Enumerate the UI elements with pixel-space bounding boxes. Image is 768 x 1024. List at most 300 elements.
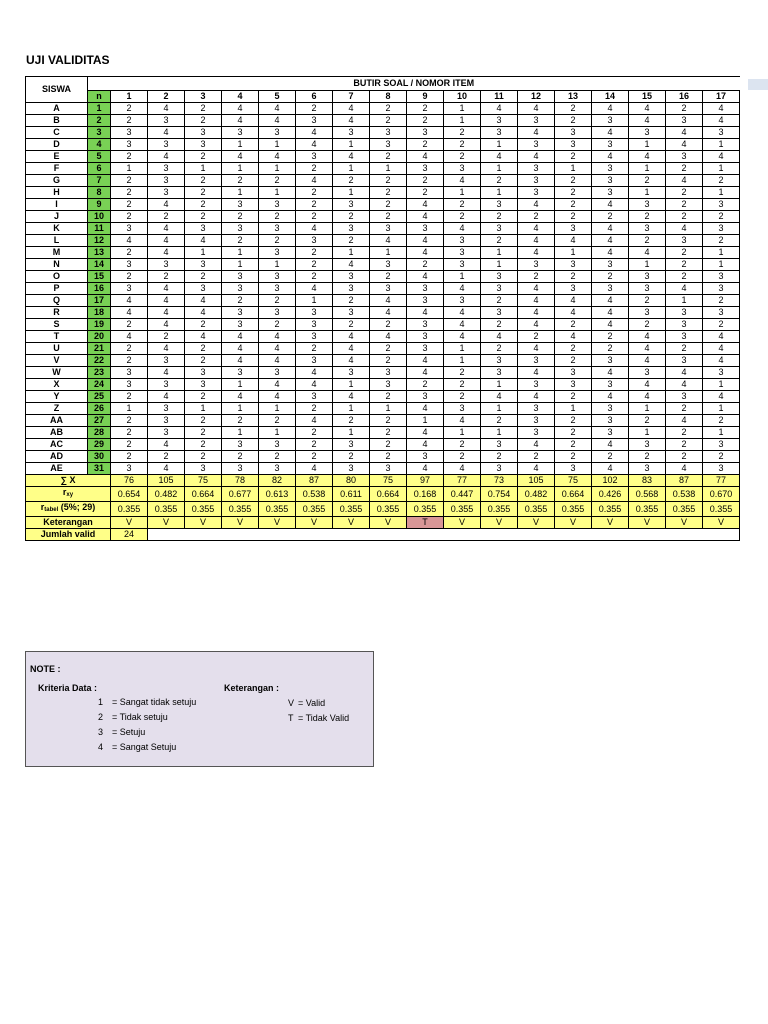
table-row (26, 415, 740, 427)
score-cell: 3 (296, 355, 333, 367)
student-name: M (26, 247, 88, 259)
score-cell: 1 (333, 187, 370, 199)
score-cell: 4 (592, 235, 629, 247)
sum-row-value: 97 (407, 475, 444, 487)
score-cell: 3 (518, 163, 555, 175)
score-cell: 3 (259, 367, 296, 379)
score-cell: 3 (703, 463, 740, 475)
student-name: N (26, 259, 88, 271)
score-cell: 3 (333, 271, 370, 283)
score-cell: 4 (518, 319, 555, 331)
student-name: W (26, 367, 88, 379)
score-cell: 4 (666, 367, 703, 379)
rtabel-row-value: 0.355 (666, 502, 703, 517)
score-cell: 2 (444, 211, 481, 223)
score-cell: 3 (703, 271, 740, 283)
student-number: 26 (88, 403, 111, 415)
score-cell: 1 (259, 139, 296, 151)
score-cell: 2 (666, 259, 703, 271)
score-cell: 4 (148, 367, 185, 379)
score-cell: 3 (703, 439, 740, 451)
score-cell: 3 (333, 127, 370, 139)
student-number: 1 (88, 103, 111, 115)
student-name: D (26, 139, 88, 151)
score-cell: 4 (407, 235, 444, 247)
score-cell: 4 (666, 463, 703, 475)
score-cell: 2 (222, 235, 259, 247)
score-cell: 4 (444, 175, 481, 187)
header-item-17: 17 (703, 91, 740, 103)
kriteria-text-3: = Setuju (112, 727, 146, 737)
score-cell: 2 (481, 343, 518, 355)
score-cell: 3 (518, 403, 555, 415)
score-cell: 3 (407, 295, 444, 307)
score-cell: 4 (518, 439, 555, 451)
score-cell: 2 (555, 175, 592, 187)
score-cell: 4 (629, 391, 666, 403)
score-cell: 2 (185, 427, 222, 439)
score-cell: 4 (629, 355, 666, 367)
table-row (26, 235, 740, 247)
score-cell: 3 (222, 439, 259, 451)
score-cell: 2 (111, 355, 148, 367)
score-cell: 3 (259, 223, 296, 235)
score-cell: 4 (111, 235, 148, 247)
score-cell: 3 (185, 139, 222, 151)
score-cell: 1 (444, 187, 481, 199)
kriteria-text-4: = Sangat Setuju (112, 742, 177, 752)
score-cell: 4 (148, 343, 185, 355)
score-cell: 2 (629, 319, 666, 331)
score-cell: 2 (333, 451, 370, 463)
score-cell: 1 (481, 163, 518, 175)
rtabel-row-value: 0.355 (296, 502, 333, 517)
score-cell: 2 (481, 211, 518, 223)
score-cell: 2 (296, 163, 333, 175)
score-cell: 2 (185, 343, 222, 355)
score-cell: 2 (703, 415, 740, 427)
score-cell: 2 (333, 235, 370, 247)
score-cell: 1 (703, 427, 740, 439)
score-cell: 3 (259, 247, 296, 259)
score-cell: 3 (407, 319, 444, 331)
score-cell: 2 (444, 139, 481, 151)
rxy-row-value: 0.168 (407, 487, 444, 502)
keterangan-row-value: V (370, 517, 407, 529)
rxy-row-value: 0.611 (333, 487, 370, 502)
score-cell: 3 (666, 319, 703, 331)
score-cell: 3 (481, 367, 518, 379)
score-cell: 4 (444, 331, 481, 343)
score-cell: 4 (518, 391, 555, 403)
score-cell: 2 (296, 271, 333, 283)
score-cell: 1 (333, 163, 370, 175)
header-item-1: 1 (111, 91, 148, 103)
score-cell: 3 (481, 115, 518, 127)
score-cell: 3 (666, 331, 703, 343)
student-name: AC (26, 439, 88, 451)
rxy-row-value: 0.447 (444, 487, 481, 502)
score-cell: 4 (703, 331, 740, 343)
rtabel-row (26, 502, 740, 517)
score-cell: 2 (592, 271, 629, 283)
score-cell: 3 (222, 367, 259, 379)
score-cell: 2 (555, 451, 592, 463)
score-cell: 4 (148, 103, 185, 115)
student-name: AA (26, 415, 88, 427)
score-cell: 2 (222, 295, 259, 307)
score-cell: 4 (592, 463, 629, 475)
student-number: 15 (88, 271, 111, 283)
score-cell: 3 (148, 415, 185, 427)
score-cell: 4 (296, 463, 333, 475)
jumlah-valid-label: Jumlah valid (26, 529, 111, 541)
score-cell: 2 (296, 451, 333, 463)
keterangan-row-value: V (111, 517, 148, 529)
keterangan-row-value: V (666, 517, 703, 529)
score-cell: 2 (370, 103, 407, 115)
note-box (25, 651, 374, 767)
score-cell: 3 (148, 139, 185, 151)
score-cell: 1 (481, 139, 518, 151)
score-cell: 4 (222, 391, 259, 403)
score-cell: 2 (666, 451, 703, 463)
score-cell: 3 (333, 307, 370, 319)
student-number: 10 (88, 211, 111, 223)
score-cell: 2 (666, 211, 703, 223)
score-cell: 2 (333, 415, 370, 427)
score-cell: 3 (666, 235, 703, 247)
student-number: 18 (88, 307, 111, 319)
score-cell: 3 (296, 331, 333, 343)
table-row (26, 151, 740, 163)
score-cell: 3 (629, 223, 666, 235)
student-name: AE (26, 463, 88, 475)
score-cell: 3 (481, 127, 518, 139)
score-cell: 1 (222, 379, 259, 391)
score-cell: 4 (703, 103, 740, 115)
score-cell: 2 (185, 415, 222, 427)
score-cell: 2 (296, 187, 333, 199)
sum-row (26, 475, 740, 487)
score-cell: 1 (703, 139, 740, 151)
score-cell: 1 (407, 415, 444, 427)
score-cell: 4 (370, 235, 407, 247)
score-cell: 2 (185, 451, 222, 463)
score-cell: 4 (407, 271, 444, 283)
rxy-row (26, 487, 740, 502)
score-cell: 2 (629, 175, 666, 187)
score-cell: 1 (185, 247, 222, 259)
score-cell: 2 (666, 343, 703, 355)
score-cell: 4 (407, 247, 444, 259)
header-item-10: 10 (444, 91, 481, 103)
score-cell: 2 (703, 295, 740, 307)
sum-row-value: 75 (370, 475, 407, 487)
score-cell: 4 (296, 415, 333, 427)
rtabel-row-value: 0.355 (148, 502, 185, 517)
score-cell: 3 (259, 199, 296, 211)
score-cell: 3 (185, 223, 222, 235)
score-cell: 4 (148, 151, 185, 163)
student-number: 31 (88, 463, 111, 475)
score-cell: 3 (703, 367, 740, 379)
rtabel-row-value: 0.355 (444, 502, 481, 517)
score-cell: 4 (518, 127, 555, 139)
score-cell: 2 (222, 415, 259, 427)
score-cell: 3 (370, 259, 407, 271)
student-name: I (26, 199, 88, 211)
score-cell: 4 (407, 355, 444, 367)
score-cell: 1 (444, 115, 481, 127)
score-cell: 4 (222, 331, 259, 343)
keterangan-row-value: V (296, 517, 333, 529)
score-cell: 2 (111, 391, 148, 403)
score-cell: 3 (407, 451, 444, 463)
score-cell: 3 (333, 439, 370, 451)
header-fill-overflow (748, 79, 768, 90)
table-row (26, 283, 740, 295)
score-cell: 3 (333, 199, 370, 211)
score-cell: 3 (666, 115, 703, 127)
student-name: X (26, 379, 88, 391)
score-cell: 2 (444, 379, 481, 391)
student-name: T (26, 331, 88, 343)
table-row (26, 139, 740, 151)
score-cell: 3 (111, 139, 148, 151)
student-name: P (26, 283, 88, 295)
score-cell: 3 (259, 271, 296, 283)
score-cell: 2 (370, 439, 407, 451)
sum-row-value: 105 (148, 475, 185, 487)
score-cell: 1 (370, 247, 407, 259)
score-cell: 3 (592, 379, 629, 391)
kriteria-title: Kriteria Data : (38, 683, 98, 693)
score-cell: 4 (333, 331, 370, 343)
student-number: 14 (88, 259, 111, 271)
score-cell: 2 (370, 427, 407, 439)
score-cell: 2 (259, 451, 296, 463)
score-cell: 3 (222, 127, 259, 139)
score-cell: 4 (666, 223, 703, 235)
score-cell: 1 (481, 247, 518, 259)
score-cell: 3 (555, 139, 592, 151)
score-cell: 2 (111, 415, 148, 427)
score-cell: 4 (148, 247, 185, 259)
score-cell: 1 (222, 187, 259, 199)
score-cell: 4 (444, 307, 481, 319)
score-cell: 3 (629, 367, 666, 379)
sum-row-label: ∑ X (26, 475, 111, 487)
score-cell: 2 (296, 427, 333, 439)
table-row (26, 451, 740, 463)
score-cell: 3 (592, 403, 629, 415)
score-cell: 3 (407, 331, 444, 343)
rtabel-subscript: tabel (44, 507, 59, 513)
score-cell: 4 (518, 307, 555, 319)
student-name: E (26, 151, 88, 163)
header-siswa: SISWA (26, 77, 88, 103)
score-cell: 2 (259, 175, 296, 187)
student-number: 2 (88, 115, 111, 127)
student-number: 30 (88, 451, 111, 463)
rxy-row-value: 0.670 (703, 487, 740, 502)
score-cell: 3 (703, 127, 740, 139)
sum-row-value: 102 (592, 475, 629, 487)
score-cell: 2 (259, 295, 296, 307)
score-cell: 4 (259, 151, 296, 163)
score-cell: 4 (148, 235, 185, 247)
kriteria-num-2: 2 (98, 712, 104, 722)
score-cell: 4 (185, 235, 222, 247)
score-cell: 4 (629, 379, 666, 391)
score-cell: 1 (370, 403, 407, 415)
score-cell: 4 (518, 247, 555, 259)
score-cell: 4 (629, 115, 666, 127)
header-item-5: 5 (259, 91, 296, 103)
score-cell: 4 (703, 343, 740, 355)
score-cell: 2 (666, 199, 703, 211)
score-cell: 3 (296, 391, 333, 403)
score-cell: 2 (259, 319, 296, 331)
header-item-8: 8 (370, 91, 407, 103)
score-cell: 3 (592, 283, 629, 295)
score-cell: 3 (222, 223, 259, 235)
score-cell: 1 (333, 427, 370, 439)
score-cell: 4 (629, 331, 666, 343)
score-cell: 1 (703, 403, 740, 415)
score-cell: 4 (407, 151, 444, 163)
student-number: 19 (88, 319, 111, 331)
score-cell: 1 (333, 247, 370, 259)
score-cell: 1 (703, 187, 740, 199)
score-cell: 2 (481, 295, 518, 307)
score-cell: 2 (481, 175, 518, 187)
score-cell: 4 (185, 295, 222, 307)
score-cell: 2 (666, 187, 703, 199)
score-cell: 3 (629, 307, 666, 319)
score-cell: 4 (148, 199, 185, 211)
score-cell: 2 (185, 391, 222, 403)
score-cell: 4 (555, 307, 592, 319)
score-cell: 3 (592, 163, 629, 175)
score-cell: 3 (296, 151, 333, 163)
score-cell: 3 (111, 367, 148, 379)
score-cell: 3 (703, 307, 740, 319)
score-cell: 2 (407, 259, 444, 271)
score-cell: 3 (407, 163, 444, 175)
score-cell: 2 (185, 115, 222, 127)
score-cell: 2 (370, 151, 407, 163)
header-item-6: 6 (296, 91, 333, 103)
rxy-row-value: 0.482 (148, 487, 185, 502)
score-cell: 2 (259, 235, 296, 247)
score-cell: 4 (370, 331, 407, 343)
table-row (26, 211, 740, 223)
score-cell: 2 (222, 211, 259, 223)
score-cell: 3 (148, 187, 185, 199)
student-name: C (26, 127, 88, 139)
score-cell: 2 (703, 175, 740, 187)
score-cell: 3 (148, 427, 185, 439)
score-cell: 2 (111, 427, 148, 439)
score-cell: 3 (555, 127, 592, 139)
header-butir: BUTIR SOAL / NOMOR ITEM (88, 77, 740, 91)
student-name: S (26, 319, 88, 331)
score-cell: 4 (148, 307, 185, 319)
score-cell: 2 (555, 427, 592, 439)
score-cell: 2 (481, 235, 518, 247)
keterangan-row-value: V (703, 517, 740, 529)
score-cell: 3 (333, 283, 370, 295)
score-cell: 4 (592, 391, 629, 403)
score-cell: 3 (555, 223, 592, 235)
score-cell: 3 (555, 463, 592, 475)
score-cell: 2 (370, 175, 407, 187)
rtabel-row-value: 0.355 (333, 502, 370, 517)
score-cell: 4 (555, 235, 592, 247)
score-cell: 3 (666, 355, 703, 367)
score-cell: 2 (444, 151, 481, 163)
score-cell: 3 (370, 283, 407, 295)
score-cell: 2 (111, 247, 148, 259)
table-row (26, 379, 740, 391)
score-cell: 4 (518, 295, 555, 307)
rtabel-row-value: 0.355 (370, 502, 407, 517)
score-cell: 2 (592, 451, 629, 463)
table-row (26, 163, 740, 175)
score-cell: 2 (333, 211, 370, 223)
score-cell: 3 (111, 223, 148, 235)
rxy-row-value: 0.482 (518, 487, 555, 502)
score-cell: 2 (296, 403, 333, 415)
table-row (26, 259, 740, 271)
score-cell: 2 (111, 199, 148, 211)
score-cell: 3 (518, 175, 555, 187)
score-cell: 2 (333, 175, 370, 187)
score-cell: 4 (259, 103, 296, 115)
score-cell: 1 (333, 379, 370, 391)
score-cell: 2 (666, 427, 703, 439)
score-cell: 3 (481, 199, 518, 211)
sum-row-value: 105 (518, 475, 555, 487)
score-cell: 1 (222, 247, 259, 259)
score-cell: 1 (481, 427, 518, 439)
score-cell: 2 (259, 415, 296, 427)
score-cell: 4 (296, 127, 333, 139)
score-cell: 2 (111, 439, 148, 451)
score-cell: 3 (370, 223, 407, 235)
rtabel-row-value: 0.355 (592, 502, 629, 517)
score-cell: 1 (444, 355, 481, 367)
score-cell: 4 (259, 343, 296, 355)
score-cell: 3 (555, 379, 592, 391)
score-cell: 3 (259, 463, 296, 475)
score-cell: 4 (370, 295, 407, 307)
rtabel-row-value: 0.355 (518, 502, 555, 517)
student-name: L (26, 235, 88, 247)
score-cell: 3 (148, 355, 185, 367)
score-cell: 3 (222, 199, 259, 211)
keterangan-text-t: = Tidak Valid (298, 713, 350, 723)
score-cell: 1 (259, 163, 296, 175)
score-cell: 4 (222, 343, 259, 355)
score-cell: 4 (148, 283, 185, 295)
score-cell: 4 (666, 127, 703, 139)
score-cell: 3 (555, 259, 592, 271)
score-cell: 4 (592, 223, 629, 235)
rxy-symbol: r (62, 487, 67, 497)
